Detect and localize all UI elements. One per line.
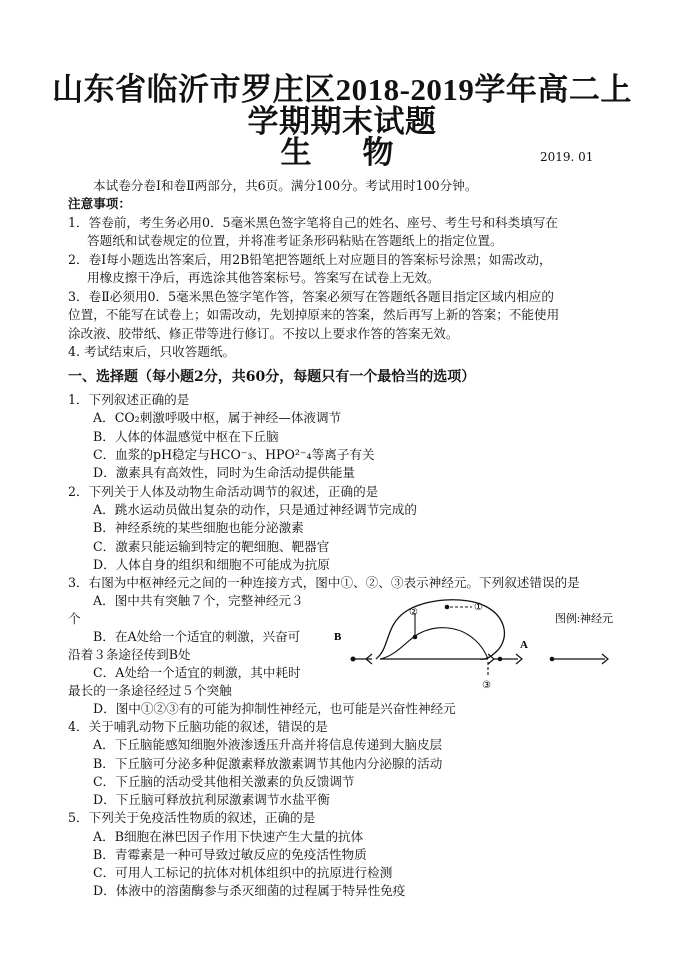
question-stem: 4．关于哺乳动物下丘脑功能的叙述，错误的是	[68, 719, 328, 734]
question-option: D．激素具有高效性，同时为生命活动提供能量	[93, 465, 355, 480]
label-neuron-3: ③	[482, 680, 491, 691]
note-line: 2．卷Ⅰ每小题选出答案后，用2B铅笔把答题纸上对应题目的答案标号涂黑；如需改动，	[68, 252, 552, 267]
neuron-dot	[498, 657, 503, 662]
question-option: 沿着３条途径传到B处	[68, 647, 191, 662]
section-heading: 一、选择题（每小题2分，共60分，每题只有一个最恰当的选项）	[68, 369, 476, 385]
notice-label: 注意事项：	[68, 196, 131, 211]
question-option: D．图中①②③有的可能为抑制性神经元，也可能是兴奋性神经元	[93, 701, 456, 716]
paper-summary: 本试卷分卷Ⅰ和卷Ⅱ两部分，共6页。满分100分。考试用时100分钟。	[93, 178, 478, 193]
question-option: D．下丘脑可释放抗利尿激素调节水盐平衡	[93, 792, 330, 807]
question-option: D．体液中的溶菌酶参与杀灭细菌的过程属于特异性免疫	[93, 883, 406, 898]
question-option: A．CO₂刺激呼吸中枢，属于神经—体液调节	[93, 410, 342, 425]
neuron-path	[380, 628, 488, 659]
question-option: A．图中共有突触７个，完整神经元３	[93, 593, 304, 608]
neuron-2-dot	[413, 635, 418, 640]
question-option: 个	[68, 611, 81, 626]
label-a: A	[520, 639, 528, 651]
question-option: A．跳水运动员做出复杂的动作，只是通过神经调节完成的	[93, 502, 417, 517]
question-stem: 5．下列关于免疫活性物质的叙述，正确的是	[68, 810, 316, 825]
question-option: B．人体的体温感觉中枢在下丘脑	[93, 429, 279, 444]
note-line: 涂改液、胶带纸、修正带等进行修订。不按以上要求作答的答案无效。	[68, 326, 459, 341]
question-option: C．激素只能运输到特定的靶细胞、靶器官	[93, 539, 330, 554]
exam-date: 2019. 01	[540, 150, 594, 164]
question-option: B．下丘脑可分泌多种促激素释放激素调节其他内分泌腺的活动	[93, 756, 443, 771]
question-option: C．A处给一个适宜的刺激，其中耗时	[93, 665, 301, 680]
legend-neuron-dot	[550, 657, 555, 662]
neuron-body	[376, 600, 504, 659]
subject-title: 生 物	[280, 135, 404, 170]
question-option: A．下丘脑能感知细胞外液渗透压升高并将信息传递到大脑皮层	[93, 737, 443, 752]
question-stem: 3．右图为中枢神经元之间的一种连接方式，图中①、②、③表示神经元。下列叙述错误的是	[68, 575, 580, 590]
question-option: C．血浆的pH稳定与HCO⁻₃、HPO²⁻₄等离子有关	[93, 447, 375, 462]
note-line: 用橡皮擦干净后，再选涂其他答案标号。答案写在试卷上无效。	[87, 270, 440, 285]
question-option: A．B细胞在淋巴因子作用下快速产生大量的抗体	[93, 829, 364, 844]
label-b: B	[334, 631, 342, 643]
label-neuron-1: ①	[474, 602, 483, 613]
page-title-line1: 山东省临沂市罗庄区2018-2019学年高二上	[52, 72, 632, 107]
note-line: 1．答卷前，考生务必用0．5毫米黑色签字笔将自己的姓名、座号、考生号和科类填写在	[68, 215, 559, 230]
note-line: 4. 考试结束后，只收答题纸。	[68, 344, 236, 359]
question-option: 最长的一条途径经过５个突触	[68, 683, 232, 698]
question-option: B．青霉素是一种可导致过敏反应的免疫活性物质	[93, 847, 367, 862]
question-stem: 1．下列叙述正确的是	[68, 392, 190, 407]
question-option: C．可用人工标记的抗体对机体组织中的抗原进行检测	[93, 865, 393, 880]
legend-label: 图例:神经元	[555, 613, 614, 625]
neuron-diagram	[320, 588, 640, 696]
question-stem: 2．下列关于人体及动物生命活动调节的叙述，正确的是	[68, 484, 379, 499]
note-line: 3．卷Ⅱ必须用0．5毫米黑色签字笔作答，答案必须写在答题纸各题目指定区域内相应的	[68, 289, 554, 304]
neuron-1-dot	[445, 605, 450, 610]
question-option: B．神经系统的某些细胞也能分泌激素	[93, 520, 304, 535]
question-option: B．在A处给一个适宜的刺激，兴奋可	[93, 629, 301, 644]
label-neuron-2: ②	[409, 607, 418, 618]
note-line: 答题纸和试卷规定的位置，并将准考证条形码粘贴在答题纸上的指定位置。	[87, 233, 503, 248]
note-line: 位置，不能写在试卷上；如需改动，先划掉原来的答案，然后再写上新的答案；不能使用	[68, 307, 560, 322]
question-option: C．下丘脑的活动受其他相关激素的负反馈调节	[93, 774, 355, 789]
page-title-line2: 学期期末试题	[247, 104, 437, 139]
question-option: D．人体自身的组织和细胞不可能成为抗原	[93, 557, 330, 572]
